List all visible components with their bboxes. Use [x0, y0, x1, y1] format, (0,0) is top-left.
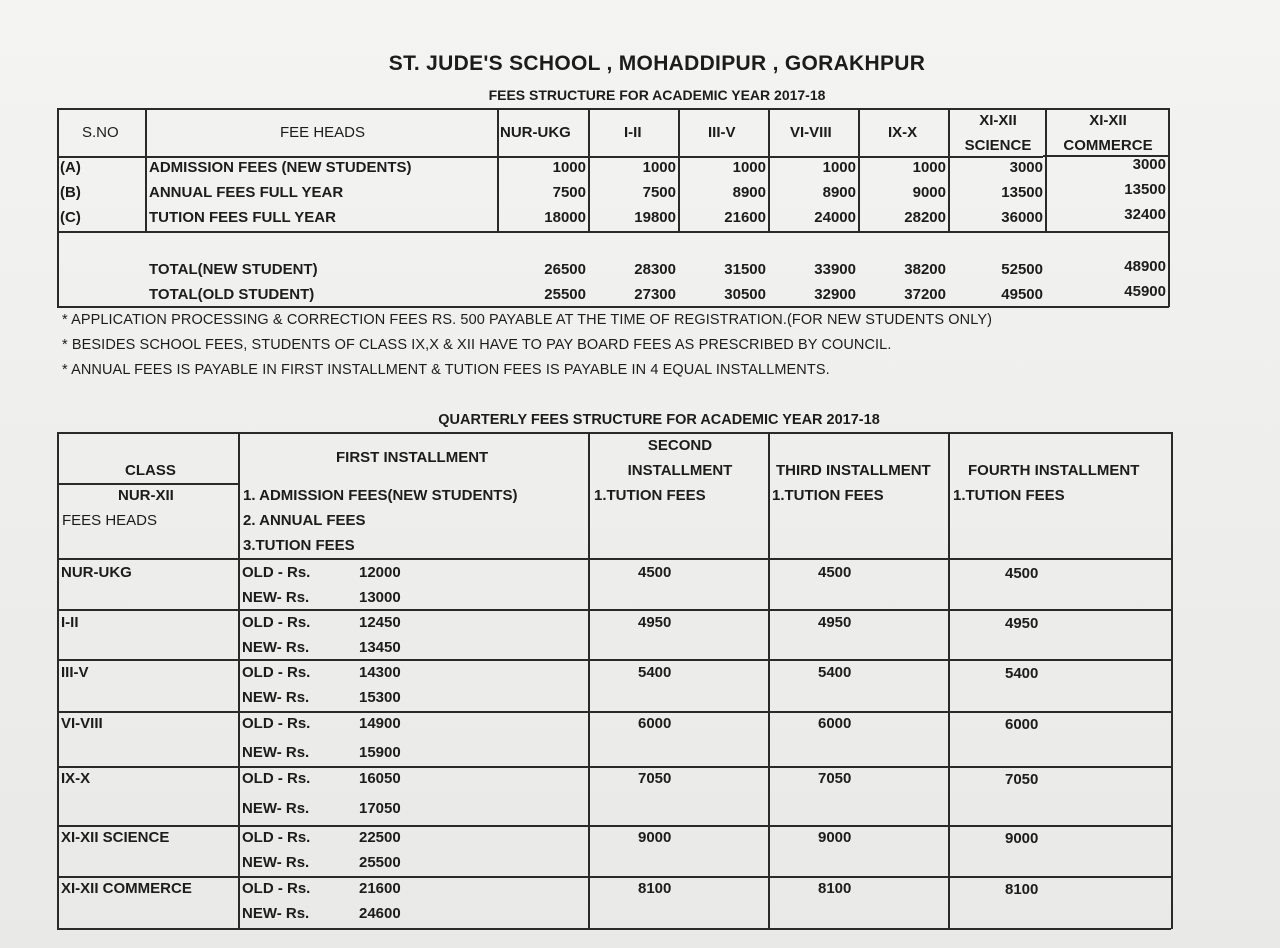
- table-rule-horizontal: [57, 558, 1171, 560]
- fee-row-head: ADMISSION FEES (NEW STUDENTS): [149, 159, 412, 176]
- fee-row-value: 3000: [1009, 159, 1043, 176]
- table-rule-horizontal: [57, 609, 1171, 611]
- table-rule-horizontal: [57, 432, 1171, 434]
- fee-row-value: 19800: [634, 209, 676, 226]
- quarterly-old-value: 16050: [359, 770, 401, 787]
- table-rule-vertical: [1171, 432, 1173, 929]
- fee-row-value: 8900: [732, 184, 766, 201]
- quarterly-old-label: OLD - Rs.: [242, 664, 311, 681]
- fourth-tution-label: 1.TUTION FEES: [953, 487, 1065, 504]
- table-rule-vertical: [145, 108, 147, 232]
- table-rule-vertical: [588, 108, 590, 232]
- table-rule-vertical: [858, 108, 860, 232]
- header-fee-heads: FEE HEADS: [280, 124, 366, 141]
- table-rule-horizontal: [57, 483, 238, 485]
- quarterly-third-value: 5400: [818, 664, 852, 681]
- fee-row-sno: (A): [60, 159, 81, 176]
- total-row-value: 26500: [544, 261, 586, 278]
- quarterly-new-value: 15900: [359, 744, 401, 761]
- quarterly-third-value: 6000: [818, 715, 852, 732]
- total-row-label: TOTAL(NEW STUDENT): [149, 261, 318, 278]
- quarterly-new-label: NEW- Rs.: [242, 689, 310, 706]
- fee-row-value: 1000: [552, 159, 586, 176]
- quarterly-third-value: 4500: [818, 564, 852, 581]
- table-rule-vertical: [588, 432, 590, 929]
- table-rule-vertical: [678, 108, 680, 232]
- header-vi-viii: VI-VIII: [790, 124, 832, 141]
- header-fourth-installment: FOURTH INSTALLMENT: [968, 462, 1140, 479]
- fee-row-value: 24000: [814, 209, 856, 226]
- fee-row-value: 1000: [822, 159, 856, 176]
- table-rule-vertical: [948, 108, 950, 232]
- table-rule-horizontal: [57, 231, 1169, 233]
- quarterly-new-value: 13000: [359, 589, 401, 606]
- fee-row-head: ANNUAL FEES FULL YEAR: [149, 184, 344, 201]
- table-rule-horizontal: [57, 659, 1171, 661]
- header-second-installment-1: SECOND: [647, 437, 713, 454]
- quarterly-third-value: 4950: [818, 614, 852, 631]
- table-rule-vertical: [1045, 108, 1047, 232]
- quarterly-second-value: 4950: [638, 614, 672, 631]
- header-xi-xii-science-2: SCIENCE: [964, 137, 1032, 154]
- total-row-value: 49500: [1001, 286, 1043, 303]
- quarterly-new-label: NEW- Rs.: [242, 589, 310, 606]
- quarterly-second-value: 4500: [638, 564, 672, 581]
- table-rule-vertical: [57, 432, 59, 929]
- header-xi-xii-commerce-2: COMMERCE: [1063, 137, 1153, 154]
- fee-row-value: 28200: [904, 209, 946, 226]
- note-application-fees: * APPLICATION PROCESSING & CORRECTION FEES RS. 500 PAYABLE AT THE TIME OF REGISTRATION.(FOR NEW STUDENTS ONLY): [62, 312, 993, 328]
- header-xi-xii-commerce-1: XI-XII: [1089, 112, 1127, 129]
- quarterly-second-value: 7050: [638, 770, 672, 787]
- table-rule-vertical: [1168, 108, 1170, 307]
- fee-row-value: 18000: [544, 209, 586, 226]
- table-rule-vertical: [238, 432, 240, 929]
- total-row-value: 45900: [1124, 283, 1166, 300]
- quarterly-old-label: OLD - Rs.: [242, 880, 311, 897]
- table-rule-vertical: [768, 108, 770, 232]
- header-xi-xii-science-1: XI-XII: [979, 112, 1017, 129]
- quarterly-row-class: NUR-UKG: [61, 564, 132, 581]
- table-rule-vertical: [948, 432, 950, 929]
- quarterly-old-label: OLD - Rs.: [242, 614, 311, 631]
- fee-row-value: 1000: [642, 159, 676, 176]
- quarterly-row-class: IX-X: [61, 770, 91, 787]
- fee-row-value: 13500: [1001, 184, 1043, 201]
- total-row-value: 31500: [724, 261, 766, 278]
- fee-row-value: 7500: [552, 184, 586, 201]
- total-row-value: 25500: [544, 286, 586, 303]
- table-rule-horizontal: [57, 306, 1169, 308]
- table-rule-vertical: [768, 432, 770, 929]
- fee-row-value: 36000: [1001, 209, 1043, 226]
- quarterly-fourth-value: 8100: [1005, 881, 1039, 898]
- fee-row-value: 7500: [642, 184, 676, 201]
- quarterly-old-label: OLD - Rs.: [242, 770, 311, 787]
- quarterly-old-label: OLD - Rs.: [242, 564, 311, 581]
- fee-row-sno: (B): [60, 184, 81, 201]
- total-row-value: 33900: [814, 261, 856, 278]
- table-rule-horizontal: [57, 108, 1169, 110]
- quarterly-old-label: OLD - Rs.: [242, 715, 311, 732]
- header-third-installment: THIRD INSTALLMENT: [776, 462, 931, 479]
- quarterly-old-value: 12450: [359, 614, 401, 631]
- table-rule-horizontal: [57, 156, 1043, 158]
- total-row-value: 48900: [1124, 258, 1166, 275]
- first-item-tution: 3.TUTION FEES: [243, 537, 355, 554]
- fee-row-sno: (C): [60, 209, 81, 226]
- fees-structure-subtitle: FEES STRUCTURE FOR ACADEMIC YEAR 2017-18: [488, 87, 826, 103]
- header-fees-heads: FEES HEADS: [62, 512, 158, 529]
- quarterly-row-class: XI-XII SCIENCE: [61, 829, 170, 846]
- header-i-ii: I-II: [624, 124, 642, 141]
- quarterly-new-label: NEW- Rs.: [242, 854, 310, 871]
- table-rule-vertical: [497, 108, 499, 232]
- quarterly-second-value: 8100: [638, 880, 672, 897]
- quarterly-second-value: 5400: [638, 664, 672, 681]
- header-class-range: NUR-XII: [118, 487, 174, 504]
- quarterly-old-value: 14300: [359, 664, 401, 681]
- fee-row-value: 9000: [912, 184, 946, 201]
- total-row-value: 38200: [904, 261, 946, 278]
- total-row-value: 37200: [904, 286, 946, 303]
- quarterly-row-class: I-II: [61, 614, 79, 631]
- quarterly-fourth-value: 4950: [1005, 615, 1039, 632]
- table-rule-horizontal: [57, 928, 1171, 930]
- quarterly-new-label: NEW- Rs.: [242, 800, 310, 817]
- fee-row-value: 13500: [1124, 181, 1166, 198]
- quarterly-row-class: III-V: [61, 664, 89, 681]
- quarterly-fourth-value: 5400: [1005, 665, 1039, 682]
- quarterly-third-value: 8100: [818, 880, 852, 897]
- note-board-fees: * BESIDES SCHOOL FEES, STUDENTS OF CLASS IX,X & XII HAVE TO PAY BOARD FEES AS PRESCRIBED BY COUNCIL.: [62, 337, 892, 353]
- first-item-annual: 2. ANNUAL FEES: [243, 512, 366, 529]
- quarterly-old-value: 21600: [359, 880, 401, 897]
- quarterly-third-value: 9000: [818, 829, 852, 846]
- first-item-admission: 1. ADMISSION FEES(NEW STUDENTS): [243, 487, 518, 504]
- total-row-value: 32900: [814, 286, 856, 303]
- header-iii-v: III-V: [708, 124, 736, 141]
- quarterly-old-value: 22500: [359, 829, 401, 846]
- quarterly-new-value: 24600: [359, 905, 401, 922]
- total-row-value: 52500: [1001, 261, 1043, 278]
- quarterly-new-label: NEW- Rs.: [242, 905, 310, 922]
- school-title: ST. JUDE'S SCHOOL , MOHADDIPUR , GORAKHPUR: [388, 52, 926, 75]
- quarterly-fourth-value: 7050: [1005, 771, 1039, 788]
- fee-row-value: 32400: [1124, 206, 1166, 223]
- table-rule-horizontal: [1043, 155, 1169, 157]
- quarterly-new-value: 13450: [359, 639, 401, 656]
- fee-row-value: 3000: [1132, 156, 1166, 173]
- quarterly-new-label: NEW- Rs.: [242, 639, 310, 656]
- header-class: CLASS: [125, 462, 176, 479]
- second-tution-label: 1.TUTION FEES: [594, 487, 706, 504]
- fee-row-value: 8900: [822, 184, 856, 201]
- quarterly-fourth-value: 6000: [1005, 716, 1039, 733]
- header-ix-x: IX-X: [888, 124, 918, 141]
- table-rule-vertical: [57, 108, 59, 307]
- quarterly-row-class: XI-XII COMMERCE: [61, 880, 192, 897]
- table-rule-horizontal: [57, 876, 1171, 878]
- quarterly-old-label: OLD - Rs.: [242, 829, 311, 846]
- quarterly-fourth-value: 9000: [1005, 830, 1039, 847]
- note-installments: * ANNUAL FEES IS PAYABLE IN FIRST INSTALLMENT & TUTION FEES IS PAYABLE IN 4 EQUAL INSTALLMENTS.: [62, 362, 830, 378]
- quarterly-row-class: VI-VIII: [61, 715, 103, 732]
- quarterly-new-label: NEW- Rs.: [242, 744, 310, 761]
- quarterly-new-value: 15300: [359, 689, 401, 706]
- quarterly-title: QUARTERLY FEES STRUCTURE FOR ACADEMIC YEAR 2017-18: [438, 412, 880, 428]
- quarterly-old-value: 14900: [359, 715, 401, 732]
- header-first-installment: FIRST INSTALLMENT: [336, 449, 489, 466]
- header-second-installment-2: INSTALLMENT: [627, 462, 733, 479]
- fee-row-value: 1000: [912, 159, 946, 176]
- quarterly-second-value: 6000: [638, 715, 672, 732]
- fee-row-value: 1000: [732, 159, 766, 176]
- quarterly-second-value: 9000: [638, 829, 672, 846]
- fee-row-value: 21600: [724, 209, 766, 226]
- quarterly-new-value: 17050: [359, 800, 401, 817]
- total-row-value: 28300: [634, 261, 676, 278]
- table-rule-horizontal: [57, 825, 1171, 827]
- table-rule-horizontal: [57, 766, 1171, 768]
- total-row-value: 27300: [634, 286, 676, 303]
- table-rule-horizontal: [57, 711, 1171, 713]
- third-tution-label: 1.TUTION FEES: [772, 487, 884, 504]
- total-row-label: TOTAL(OLD STUDENT): [149, 286, 315, 303]
- fee-row-head: TUTION FEES FULL YEAR: [149, 209, 336, 226]
- header-sno: S.NO: [82, 124, 119, 141]
- quarterly-new-value: 25500: [359, 854, 401, 871]
- quarterly-fourth-value: 4500: [1005, 565, 1039, 582]
- quarterly-third-value: 7050: [818, 770, 852, 787]
- quarterly-old-value: 12000: [359, 564, 401, 581]
- total-row-value: 30500: [724, 286, 766, 303]
- header-nur-ukg: NUR-UKG: [500, 124, 571, 141]
